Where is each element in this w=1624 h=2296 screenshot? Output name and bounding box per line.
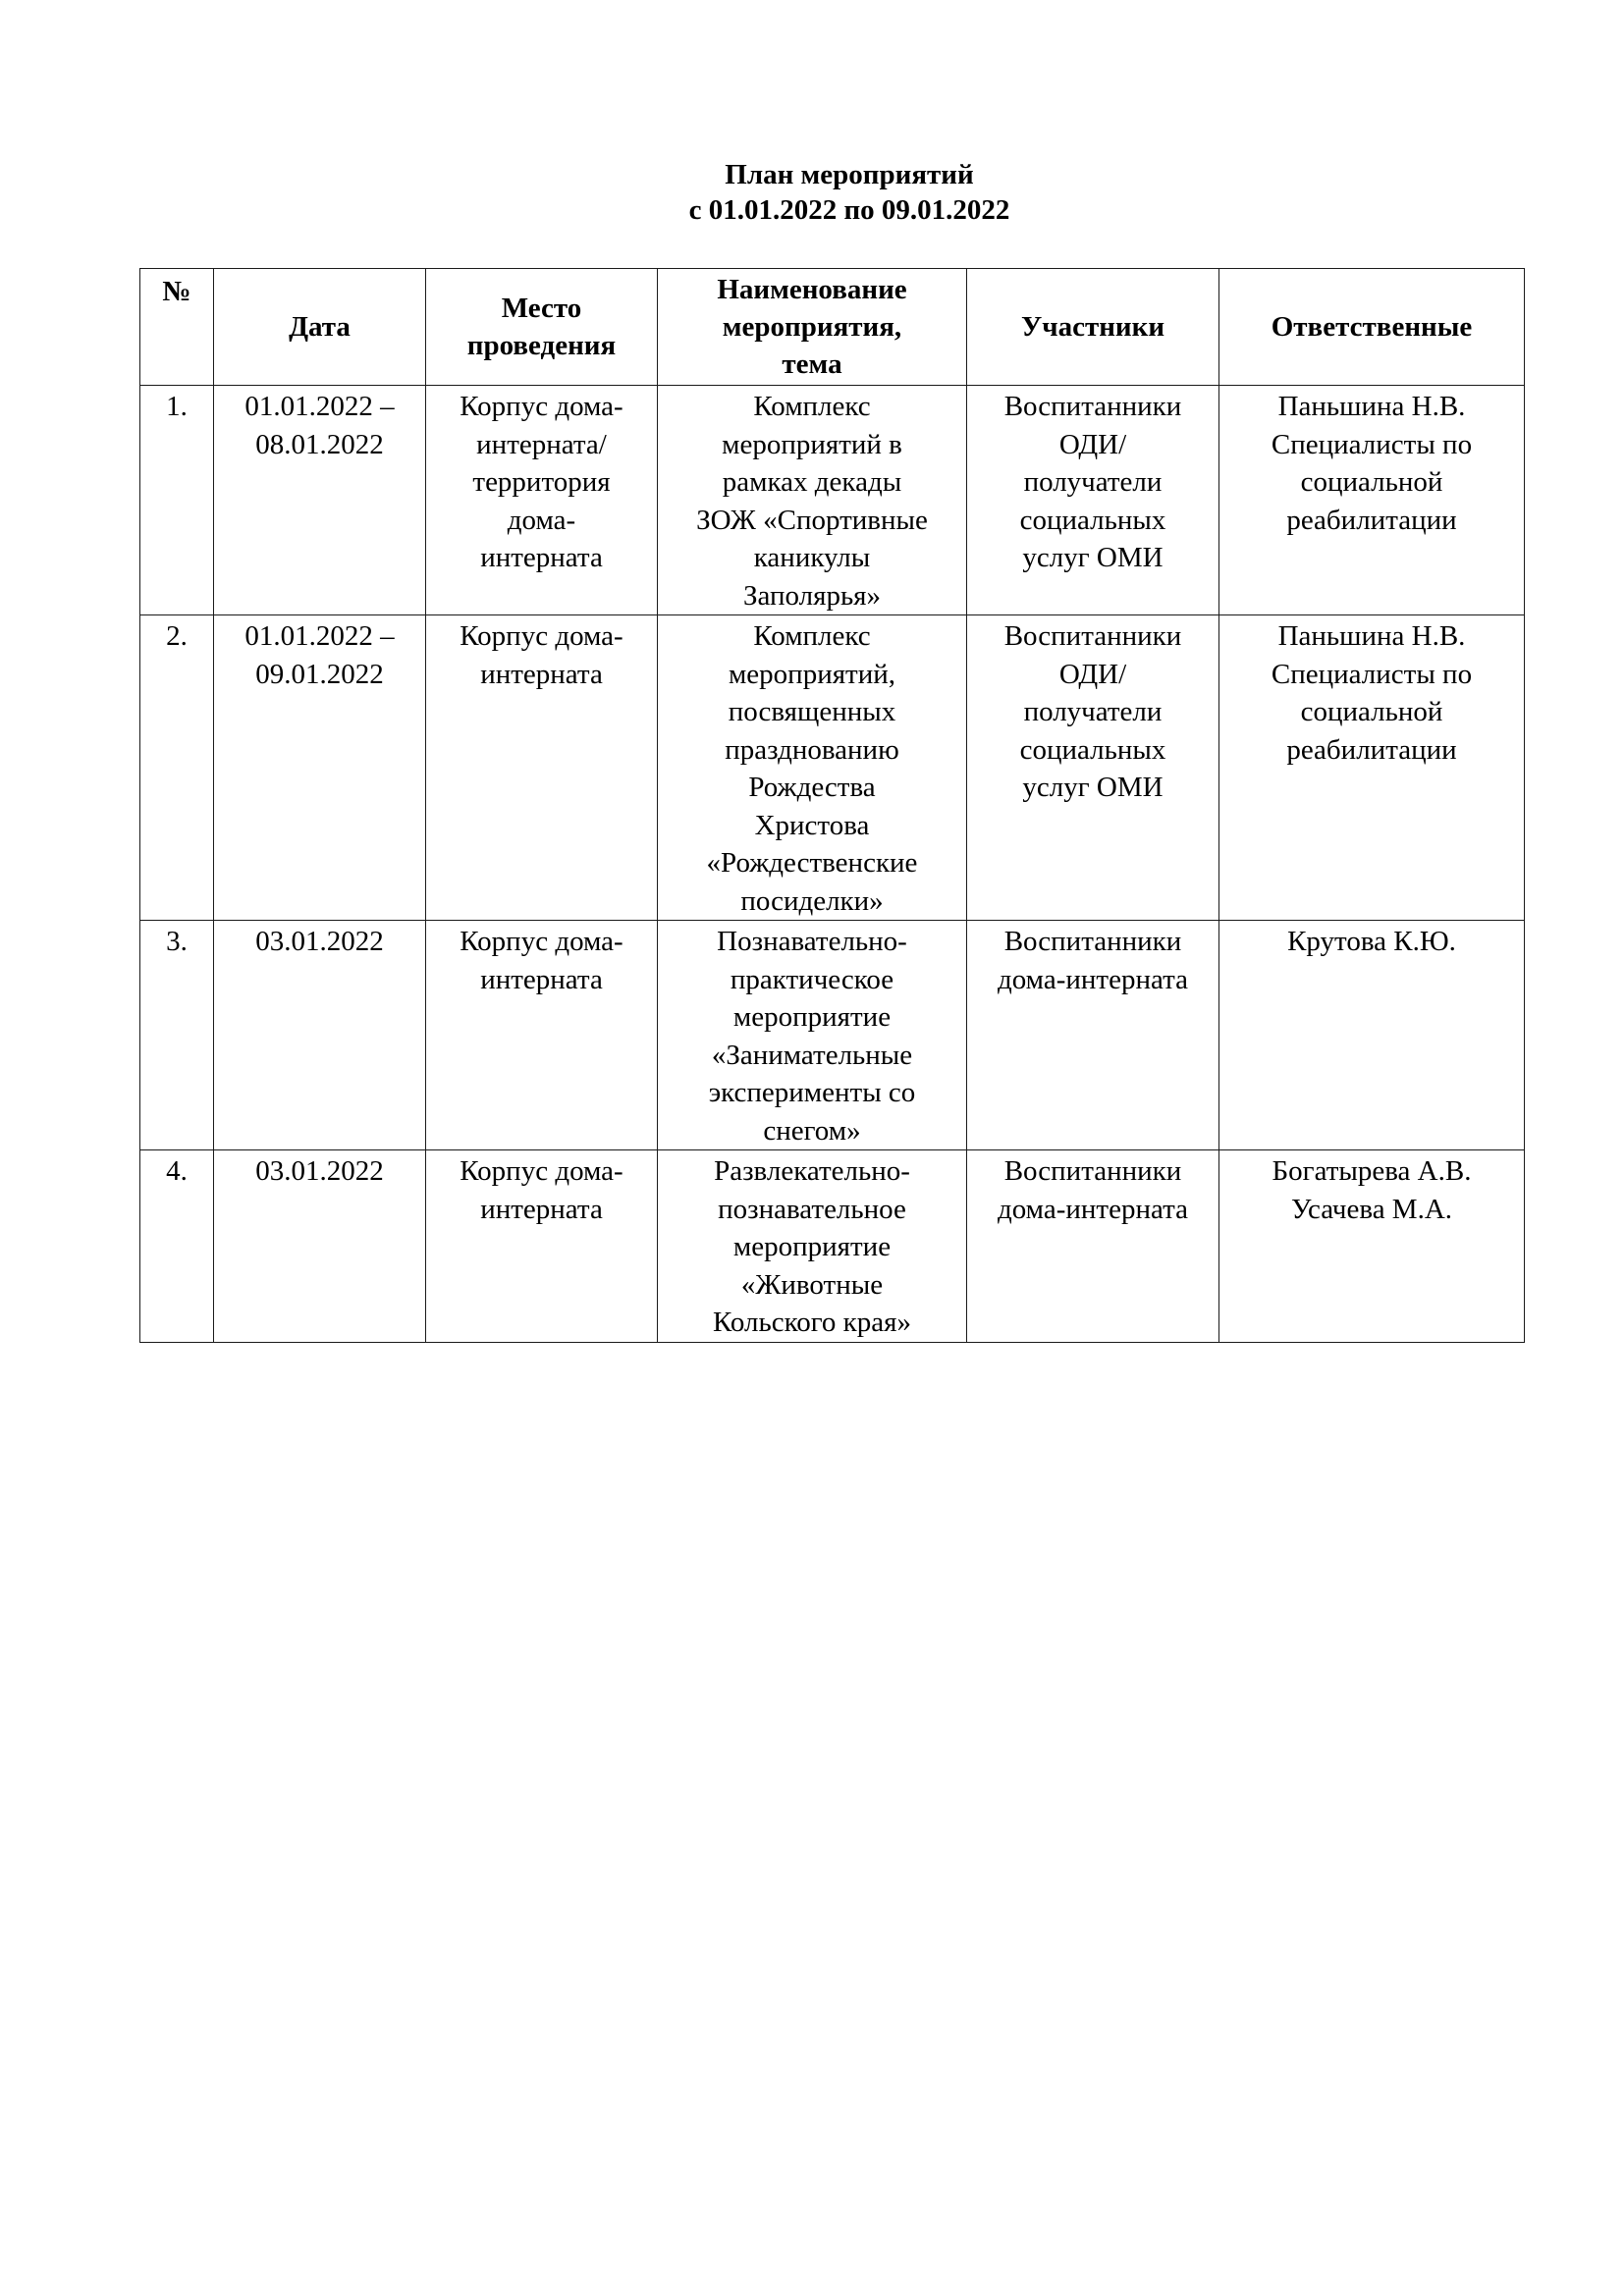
cell-event-name-line: мероприятие xyxy=(732,1231,892,1262)
table-header-row xyxy=(140,269,1525,386)
cell-event-name xyxy=(658,921,967,1150)
cell-event-name-line: «Занимательные xyxy=(711,1039,913,1071)
cell-place-line: территория xyxy=(472,466,611,498)
cell-event-name-line: Познавательно- xyxy=(717,926,907,957)
cell-event-name-line: мероприятий, xyxy=(728,658,896,690)
events-table xyxy=(139,268,1525,1343)
cell-responsible-line: реабилитации xyxy=(1286,504,1457,536)
cell-place-line: интерната xyxy=(480,1193,603,1225)
cell-responsible-line: реабилитации xyxy=(1286,733,1457,766)
cell-responsible xyxy=(1219,1150,1525,1343)
cell-event-name-line: мероприятий в xyxy=(722,428,902,460)
cell-date-line: 01.01.2022 – xyxy=(244,620,395,652)
title-line-2: с 01.01.2022 по 09.01.2022 xyxy=(688,194,1010,226)
cell-date-line: 03.01.2022 xyxy=(255,1155,384,1187)
cell-event-name-line: познавательное xyxy=(718,1193,906,1225)
cell-responsible-line: Крутова К.Ю. xyxy=(1287,926,1456,957)
cell-participants-line: Воспитанники xyxy=(1003,391,1182,422)
cell-event-name-line: празднованию xyxy=(725,733,899,766)
cell-responsible-line: Усачева М.А. xyxy=(1290,1193,1453,1225)
cell-participants-line: услуг ОМИ xyxy=(1022,542,1164,573)
cell-place-line: интерната xyxy=(480,963,603,995)
table-row xyxy=(140,615,1525,921)
cell-number: 2. xyxy=(140,615,214,921)
header-number: № xyxy=(140,269,214,386)
cell-date xyxy=(214,1150,426,1343)
header-participants: Участники xyxy=(967,269,1219,386)
cell-participants-line: дома-интерната xyxy=(997,1193,1188,1225)
cell-event-name-line: мероприятие xyxy=(732,1001,892,1033)
cell-event-name-line: рамках декады xyxy=(722,466,902,498)
cell-place xyxy=(426,386,658,615)
cell-event-name-line: Развлекательно- xyxy=(714,1155,910,1187)
cell-place xyxy=(426,921,658,1150)
cell-event-name-line: Христова xyxy=(754,809,870,841)
cell-participants xyxy=(967,1150,1219,1343)
header-place xyxy=(426,269,658,386)
cell-event-name-line: посвященных xyxy=(728,696,896,727)
cell-date-line: 03.01.2022 xyxy=(255,926,384,957)
cell-responsible-line: Специалисты по xyxy=(1271,658,1473,690)
header-place-line: Место xyxy=(501,293,582,324)
cell-participants-line: услуг ОМИ xyxy=(1022,772,1164,803)
cell-event-name xyxy=(658,1150,967,1343)
cell-event-name xyxy=(658,615,967,921)
cell-responsible xyxy=(1219,386,1525,615)
cell-date-line: 09.01.2022 xyxy=(255,658,384,690)
cell-participants-line: ОДИ/ xyxy=(1058,658,1127,690)
cell-event-name-line: Комплекс xyxy=(753,391,871,422)
cell-responsible xyxy=(1219,615,1525,921)
cell-participants-line: Воспитанники xyxy=(1003,1155,1182,1187)
cell-responsible-line: социальной xyxy=(1300,466,1443,498)
header-responsible: Ответственные xyxy=(1219,269,1525,386)
cell-event-name-line: практическое xyxy=(730,963,894,995)
cell-participants-line: социальных xyxy=(1019,733,1166,766)
cell-event-name-line: снегом» xyxy=(763,1114,861,1147)
cell-event-name-line: Комплекс xyxy=(753,620,871,652)
document-title xyxy=(589,157,1110,228)
cell-participants xyxy=(967,386,1219,615)
cell-number: 1. xyxy=(140,386,214,615)
cell-responsible xyxy=(1219,921,1525,1150)
cell-participants-line: Воспитанники xyxy=(1003,926,1182,957)
cell-event-name-line: Кольского края» xyxy=(713,1307,911,1338)
cell-date xyxy=(214,921,426,1150)
cell-place-line: дома- xyxy=(507,504,576,536)
cell-event-name-line: Рождества xyxy=(748,772,876,803)
cell-place-line: Корпус дома- xyxy=(460,620,623,652)
cell-responsible-line: Паньшина Н.В. xyxy=(1277,620,1466,652)
cell-participants xyxy=(967,615,1219,921)
header-name-line: тема xyxy=(782,348,842,380)
header-name-line: мероприятия, xyxy=(722,311,902,343)
table-row xyxy=(140,921,1525,1150)
cell-number: 4. xyxy=(140,1150,214,1343)
cell-place-line: Корпус дома- xyxy=(460,926,623,957)
cell-place-line: интерната/ xyxy=(476,428,607,460)
header-name-line: Наименование xyxy=(717,274,907,305)
table-row xyxy=(140,1150,1525,1343)
cell-date-line: 01.01.2022 – xyxy=(244,391,395,422)
cell-event-name-line: эксперименты со xyxy=(708,1077,916,1108)
cell-responsible-line: социальной xyxy=(1300,696,1443,727)
cell-responsible-line: Богатырева А.В. xyxy=(1272,1155,1472,1187)
cell-place xyxy=(426,1150,658,1343)
cell-number: 3. xyxy=(140,921,214,1150)
header-event-name xyxy=(658,269,967,386)
cell-responsible-line: Паньшина Н.В. xyxy=(1277,391,1466,422)
cell-place xyxy=(426,615,658,921)
cell-place-line: интерната xyxy=(480,542,603,573)
cell-participants-line: получатели xyxy=(1023,466,1163,498)
cell-participants xyxy=(967,921,1219,1150)
cell-participants-line: ОДИ/ xyxy=(1058,428,1127,460)
cell-participants-line: дома-интерната xyxy=(997,963,1188,995)
cell-participants-line: получатели xyxy=(1023,696,1163,727)
cell-place-line: интерната xyxy=(480,658,603,690)
cell-event-name-line: Заполярья» xyxy=(742,579,882,612)
cell-place-line: Корпус дома- xyxy=(460,391,623,422)
header-date: Дата xyxy=(214,269,426,386)
cell-event-name-line: «Рождественские xyxy=(706,847,918,879)
cell-responsible-line: Специалисты по xyxy=(1271,428,1473,460)
cell-date xyxy=(214,386,426,615)
cell-participants-line: социальных xyxy=(1019,504,1166,536)
cell-event-name xyxy=(658,386,967,615)
cell-participants-line: Воспитанники xyxy=(1003,620,1182,652)
cell-place-line: Корпус дома- xyxy=(460,1155,623,1187)
header-place-line: проведения xyxy=(466,330,617,361)
title-line-1: План мероприятий xyxy=(725,159,974,190)
cell-date xyxy=(214,615,426,921)
table-row xyxy=(140,386,1525,615)
cell-event-name-line: ЗОЖ «Спортивные xyxy=(696,504,928,536)
cell-event-name-line: каникулы xyxy=(753,542,871,573)
cell-event-name-line: посиделки» xyxy=(740,884,884,917)
cell-event-name-line: «Животные xyxy=(740,1268,884,1301)
cell-date-line: 08.01.2022 xyxy=(255,428,384,460)
